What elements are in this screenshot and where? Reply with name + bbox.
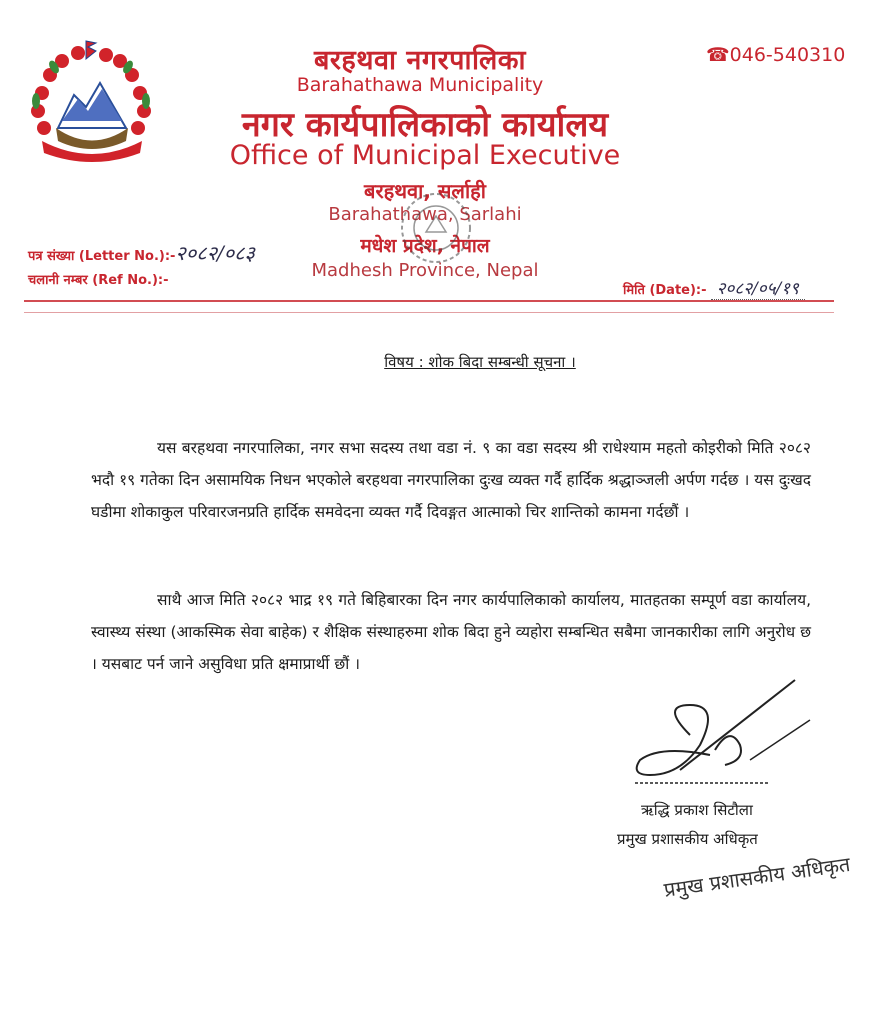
subject-text: विषय : शोक बिदा सम्बन्धी सूचना । <box>384 353 576 371</box>
designation-stamp: प्रमुख प्रशासकीय अधिकृत <box>662 851 852 902</box>
signatory-title: प्रमुख प्रशासकीय अधिकृत <box>617 830 758 848</box>
subject-line <box>0 352 871 372</box>
date-row <box>623 276 805 300</box>
letter-number-label: पत्र संख्या (Letter No.):- <box>28 249 176 264</box>
province-np: मधेश प्रदेश, नेपाल <box>360 235 490 257</box>
letter-number-value: २०८२/०८३ <box>175 241 255 265</box>
date-label: मिति (Date):- <box>623 283 707 298</box>
office-seal-icon <box>396 172 476 288</box>
municipality-name-np: बरहथवा नगरपालिका <box>313 45 527 76</box>
header-divider <box>24 300 834 302</box>
signature-icon <box>620 675 820 795</box>
body-paragraph-2: साथै आज मिति २०८२ भाद्र १९ गते बिहिबारका दिन नगर कार्यपालिकाको कार्यालय, मातहतका सम्पूर्ण वडा कार्यालय, स्वास्थ्य संस्था (आकस्मिक सेवा बाहेक) र शैक्षिक संस्थाहरुमा शोक बिदा हुने व्यहोरा सम्बन्धित सबैमा जानकारीका लागि अनुरोध छ । यसबाट पर्न जाने असुविधा प्रति क्षमाप्रार्थी छौं । <box>91 591 811 673</box>
ref-number-label: चलानी नम्बर (Ref No.):- <box>28 273 169 288</box>
letter-number-row <box>28 239 255 266</box>
header-divider-thin <box>24 312 834 313</box>
municipality-name-en: Barahathawa Municipality <box>296 74 544 96</box>
location-en: Barahathawa, Sarlahi <box>328 204 522 225</box>
ref-number-row <box>28 270 169 288</box>
phone-number: ☎046-540310 <box>706 44 846 66</box>
signatory-name: ऋद्धि प्रकाश सिटौला <box>641 801 753 819</box>
body-paragraph-1: यस बरहथवा नगरपालिका, नगर सभा सदस्य तथा वडा नं. ९ का वडा सदस्य श्री राधेश्याम महतो कोइरीको मिति २०८२ भदौ १९ गतेका दिन असामयिक निधन भएकोले बरहथवा नगरपालिका दुःख व्यक्त गर्दै हार्दिक श्रद्धाञ्जली अर्पण गर्दछ । यस दुःखद घडीमा शोकाकुल परिवारजनप्रति हार्दिक समवेदना व्यक्त गर्दै दिवङ्गत आत्माको चिर शान्तिको कामना गर्दछौं । <box>91 439 811 521</box>
province-en: Madhesh Province, Nepal <box>311 260 539 281</box>
office-name-en: Office of Municipal Executive <box>229 140 621 171</box>
office-name-np: नगर कार्यपालिकाको कार्यालय <box>241 105 609 145</box>
location-np: बरहथवा, सर्लाही <box>364 179 486 203</box>
date-value: २०८२/०५/१९ <box>711 276 805 300</box>
